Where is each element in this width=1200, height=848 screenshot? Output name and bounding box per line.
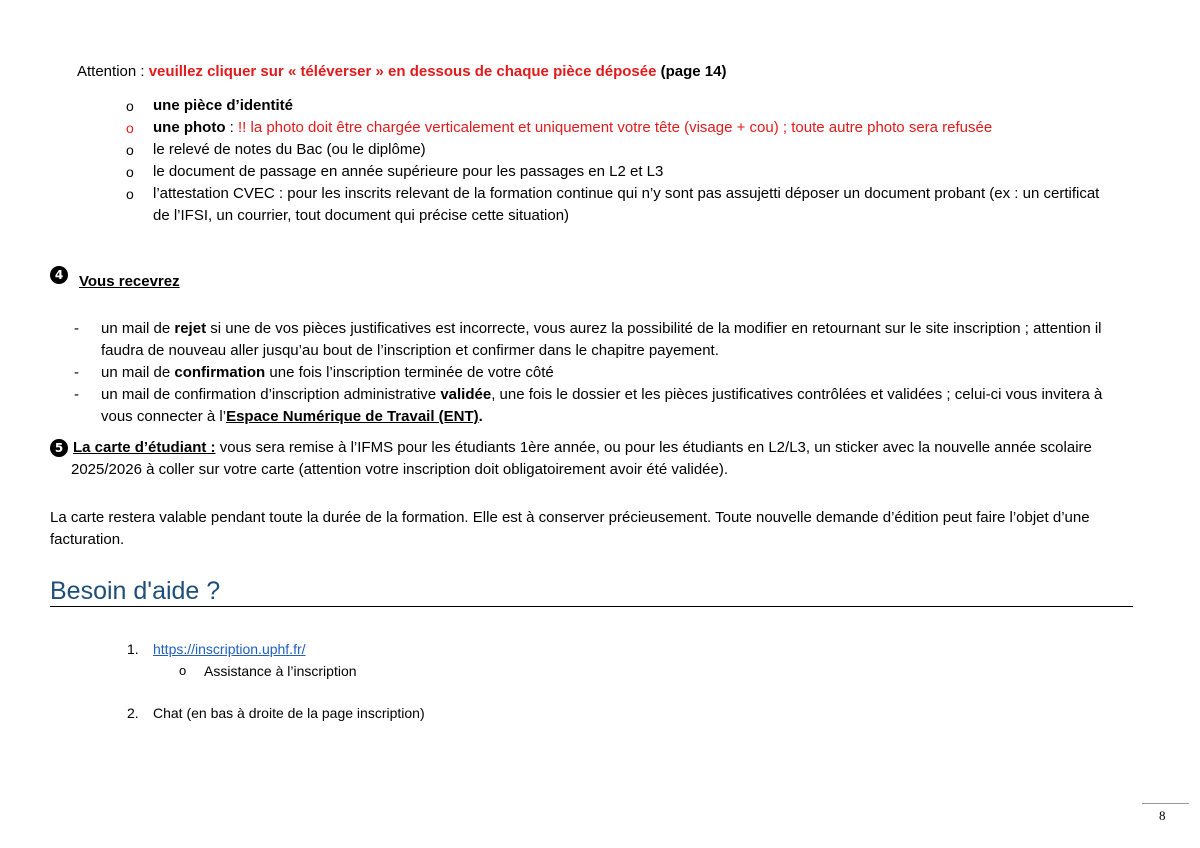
attention-line — [77, 61, 726, 83]
item-text: , une fois le dossier et les pièces justificatives contrôlées et validées ; celui-ci vous invitera à vous connecter à l’ — [101, 386, 1103, 425]
required-documents-list — [126, 95, 1106, 227]
circle-bullet-icon: o — [126, 164, 134, 180]
item-text: le relevé de notes du Bac (ou le diplôme) — [153, 141, 426, 158]
item-text: un mail de confirmation d’inscription administrative — [101, 386, 441, 403]
section-5-text-line1: vous sera remise à l’IFMS pour les étudiants 1ère année, ou pour les étudiants en L2/L3, un sticker avec la nouvelle année scolaire — [215, 439, 1092, 456]
item-bold: . — [478, 408, 483, 425]
list-item-validation-email — [74, 384, 1104, 428]
section-5-text-line2: 2025/2026 à coller sur votre carte (attention votre inscription doit obligatoirement avoir été validée). — [71, 461, 729, 478]
list-item-identity — [126, 95, 1106, 117]
list-item-rejection-email — [74, 318, 1104, 362]
list-item-photo — [126, 117, 1106, 139]
item-text: Assistance à l’inscription — [204, 663, 357, 679]
section-5 — [50, 437, 1135, 481]
emails-list — [74, 318, 1104, 428]
help-item-website — [127, 639, 425, 659]
page-number-rule — [1142, 803, 1189, 804]
attention-suffix: (page 14) — [656, 63, 727, 80]
ent-reference: Espace Numérique de Travail (ENT) — [226, 408, 479, 425]
list-item-cvec — [126, 183, 1106, 227]
list-number: 1. — [127, 641, 139, 657]
list-item-bac-grades — [126, 139, 1106, 161]
item-bold: rejet — [174, 320, 207, 337]
attention-prefix: Attention : — [77, 63, 149, 80]
dash-bullet: - — [74, 386, 79, 403]
item-text: un mail de — [101, 364, 175, 381]
item-text: l’attestation CVEC : pour les inscrits relevant de la formation continue qui n’y sont pas assujetti déposer un document probant (ex : un certificat de l’IFSI, un courrier, tout document qui précise cette situation) — [153, 185, 1100, 224]
item-text: un mail de — [101, 320, 175, 337]
help-subitem-assistance — [127, 661, 425, 681]
dash-bullet: - — [74, 320, 79, 337]
item-bold: une pièce d’identité — [153, 97, 294, 114]
item-separator: : — [225, 119, 238, 136]
item-text: une fois l’inscription terminée de votre côté — [265, 364, 554, 381]
attention-red-text: veuillez cliquer sur « téléverser » en dessous de chaque pièce déposée — [148, 63, 657, 80]
item-bold: validée — [440, 386, 492, 403]
dash-bullet: - — [74, 364, 79, 381]
list-number: 2. — [127, 705, 139, 721]
item-bold: confirmation — [174, 364, 266, 381]
section-5-heading: La carte d’étudiant : — [73, 439, 216, 456]
section-4-header — [50, 266, 180, 293]
circle-bullet-icon: o — [126, 98, 134, 114]
item-text: le document de passage en année supérieure pour les passages en L2 et L3 — [153, 163, 664, 180]
circle-bullet-icon: o — [126, 186, 134, 202]
list-item-confirmation-email — [74, 362, 1104, 384]
item-bold: une photo — [153, 119, 226, 136]
circle-bullet-icon: o — [126, 142, 134, 158]
item-text: si une de vos pièces justificatives est incorrecte, vous aurez la possibilité de la modifier en retournant sur le site inscription ; attention il faudra de nouveau aller jusqu’au bout de l’inscription et confirmer dans le chapitre payement. — [101, 320, 1102, 359]
number-5-icon: 5 — [50, 439, 68, 457]
circle-bullet-icon: o — [126, 120, 134, 136]
number-4-icon: 4 — [50, 266, 68, 284]
page-number: 8 — [1159, 808, 1166, 823]
section-4-heading: Vous recevrez — [79, 273, 180, 290]
help-item-chat — [127, 703, 425, 723]
card-validity-paragraph: La carte restera valable pendant toute la durée de la formation. Elle est à conserver précieusement. Toute nouvelle demande d’édition peut faire l’objet d’une facturation. — [50, 509, 1090, 548]
inscription-link[interactable]: https://inscription.uphf.fr/ — [153, 641, 306, 657]
item-text: Chat (en bas à droite de la page inscription) — [153, 705, 425, 721]
circle-bullet-icon: o — [179, 663, 187, 678]
help-list — [127, 639, 425, 723]
photo-warning: !! la photo doit être chargée verticalement et uniquement votre tête (visage + cou) ; toute autre photo sera refusée — [238, 119, 993, 136]
list-item-passage-document — [126, 161, 1106, 183]
help-heading: Besoin d'aide ? — [50, 576, 1133, 607]
